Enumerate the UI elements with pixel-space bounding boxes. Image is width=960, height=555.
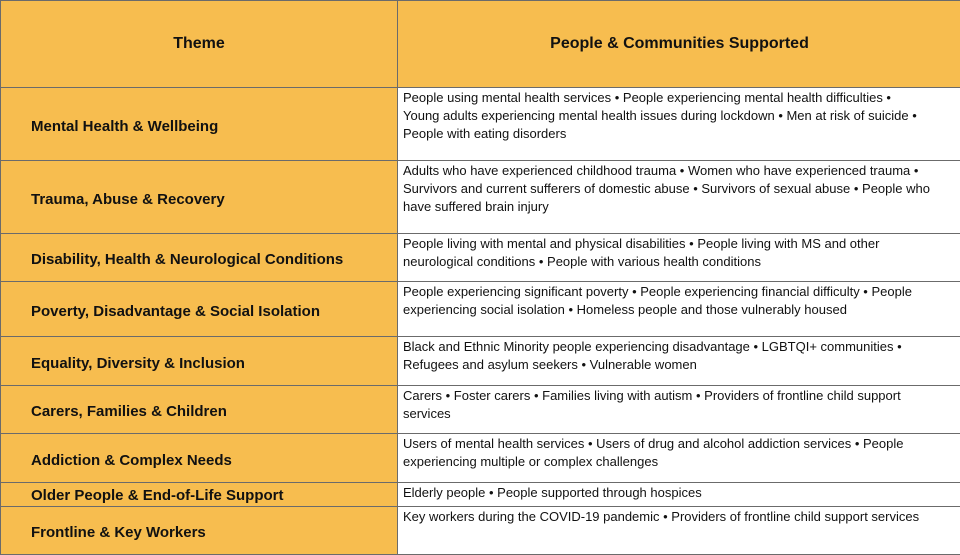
people-cell (398, 483, 960, 507)
people-line: experiencing social isolation • Homeless people and those vulnerably housed (403, 301, 960, 319)
table-row (1, 234, 960, 282)
theme-cell: Frontline & Key Workers (1, 507, 398, 555)
people-line: services (403, 405, 960, 423)
people-line: experiencing multiple or complex challenges (403, 453, 960, 471)
table-row (1, 386, 960, 434)
people-line: People using mental health services • People experiencing mental health difficulties • (403, 89, 960, 107)
people-cell (398, 507, 960, 555)
people-cell (398, 161, 960, 234)
people-cell (398, 337, 960, 386)
theme-cell: Trauma, Abuse & Recovery (1, 161, 398, 234)
people-cell (398, 234, 960, 282)
people-line: People living with mental and physical disabilities • People living with MS and other (403, 235, 960, 253)
theme-cell: Carers, Families & Children (1, 386, 398, 434)
people-line: Young adults experiencing mental health issues during lockdown • Men at risk of suicide • (403, 107, 960, 125)
people-line: People experiencing significant poverty • People experiencing financial difficulty • People (403, 283, 960, 301)
theme-cell: Addiction & Complex Needs (1, 434, 398, 483)
table-row (1, 282, 960, 337)
theme-cell: Disability, Health & Neurological Conditions (1, 234, 398, 282)
theme-cell: Equality, Diversity & Inclusion (1, 337, 398, 386)
people-line: Elderly people • People supported through hospices (403, 484, 960, 502)
people-line: have suffered brain injury (403, 198, 960, 216)
theme-cell: Poverty, Disadvantage & Social Isolation (1, 282, 398, 337)
people-cell (398, 88, 960, 161)
people-line: Refugees and asylum seekers • Vulnerable women (403, 356, 960, 374)
people-cell (398, 282, 960, 337)
people-line: neurological conditions • People with various health conditions (403, 253, 960, 271)
people-cell (398, 386, 960, 434)
people-line: Carers • Foster carers • Families living with autism • Providers of frontline child support (403, 387, 960, 405)
table-row (1, 434, 960, 483)
table-row (1, 483, 960, 507)
people-column-header: People & Communities Supported (398, 1, 960, 88)
people-line: People with eating disorders (403, 125, 960, 143)
people-line: Black and Ethnic Minority people experiencing disadvantage • LGBTQI+ communities • (403, 338, 960, 356)
people-line: Adults who have experienced childhood trauma • Women who have experienced trauma • (403, 162, 960, 180)
header-row (1, 1, 960, 88)
theme-cell: Older People & End-of-Life Support (1, 483, 398, 507)
people-line: Key workers during the COVID-19 pandemic • Providers of frontline child support services (403, 508, 960, 526)
theme-cell: Mental Health & Wellbeing (1, 88, 398, 161)
people-line: Users of mental health services • Users of drug and alcohol addiction services • People (403, 435, 960, 453)
people-cell (398, 434, 960, 483)
people-line: Survivors and current sufferers of domestic abuse • Survivors of sexual abuse • People who (403, 180, 960, 198)
table-row (1, 337, 960, 386)
theme-column-header: Theme (1, 1, 398, 88)
table-row (1, 161, 960, 234)
table-row (1, 88, 960, 161)
table-row (1, 507, 960, 555)
